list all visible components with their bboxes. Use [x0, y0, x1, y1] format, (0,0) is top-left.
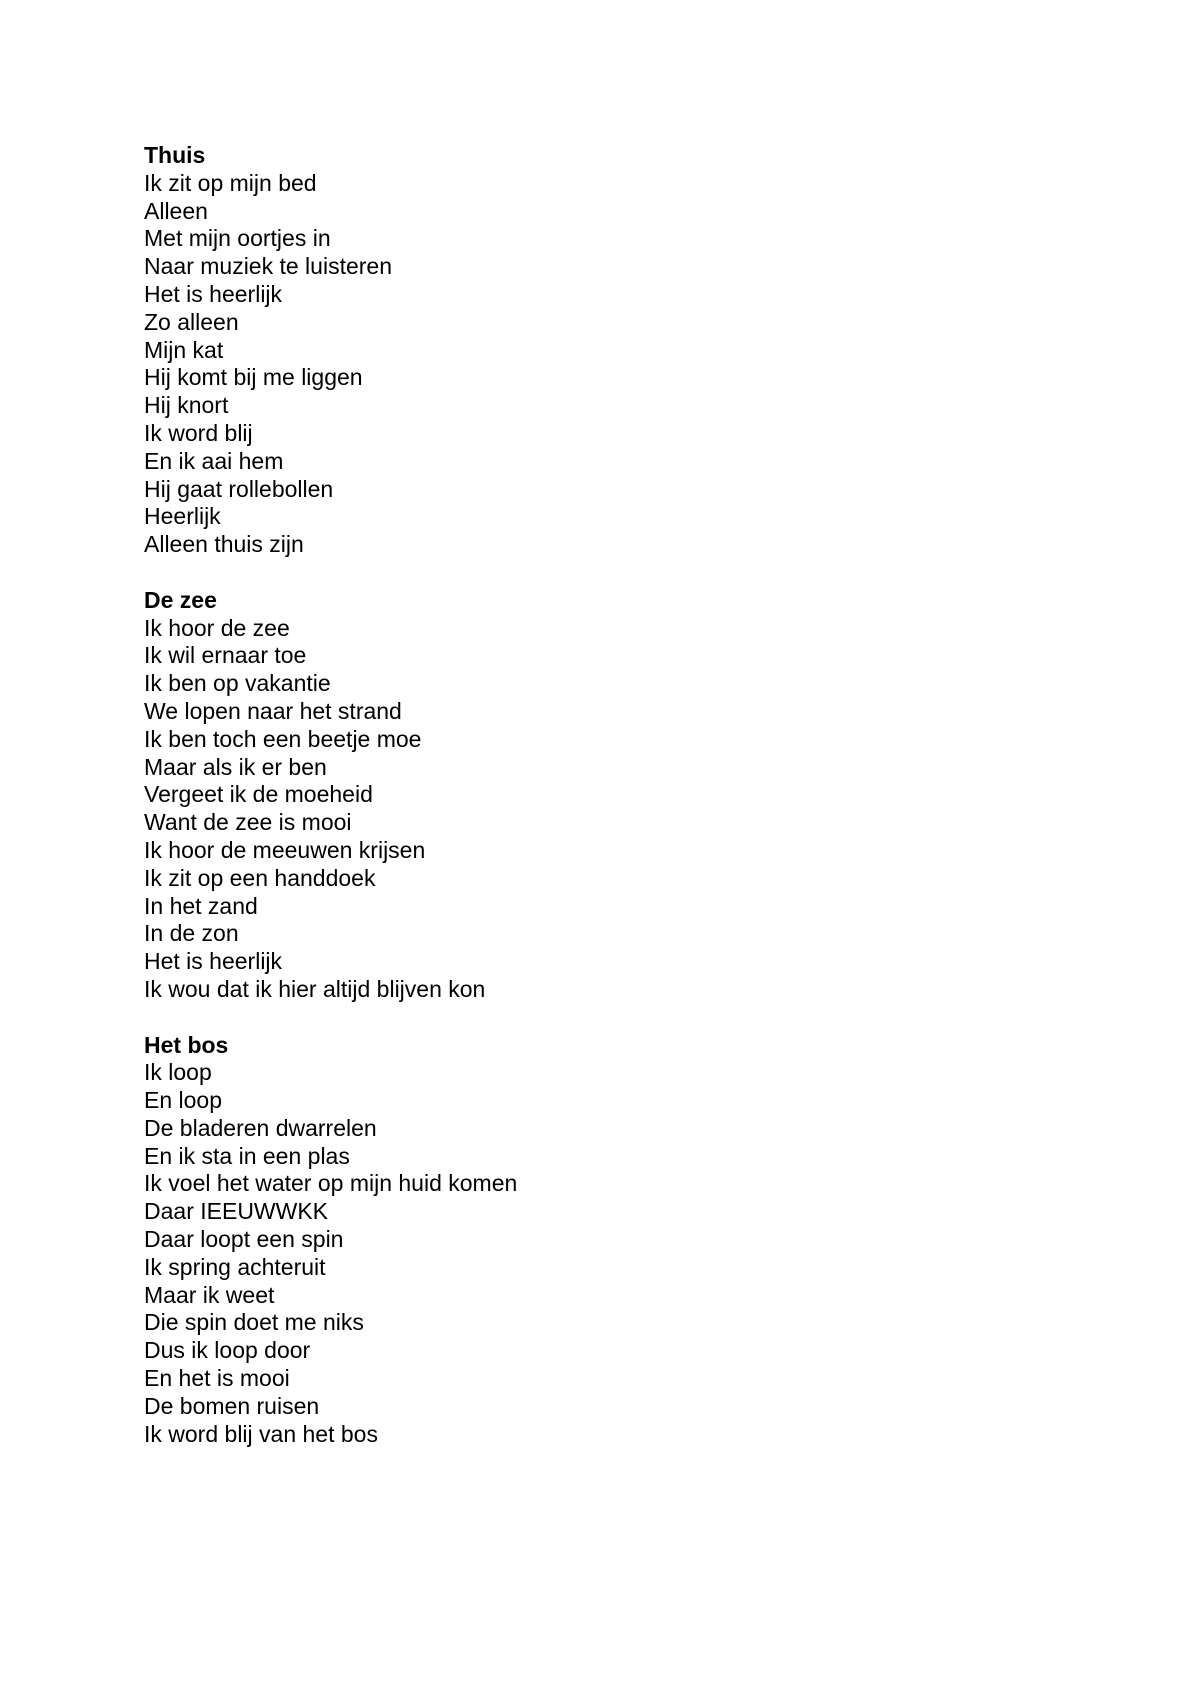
poem-line: Hij knort: [144, 392, 229, 419]
poem-thuis: [144, 142, 1144, 559]
poem-line: In het zand: [144, 892, 258, 919]
poem-line: En loop: [144, 1087, 223, 1114]
poem-line: Want de zee is mooi: [144, 809, 352, 836]
poem-line: We lopen naar het strand: [144, 697, 402, 724]
poem-title: De zee: [144, 586, 217, 613]
poem-title: Het bos: [144, 1031, 229, 1058]
poem-line: En het is mooi: [144, 1365, 290, 1392]
poem-line: Ik wil ernaar toe: [144, 642, 307, 669]
poem-line: Ik voel het water op mijn huid komen: [144, 1170, 518, 1197]
poem-line: Hij gaat rollebollen: [144, 475, 334, 502]
poem-line: Ik hoor de meeuwen krijsen: [144, 836, 426, 863]
poem-line: Hij komt bij me liggen: [144, 364, 363, 391]
poem-line: Mijn kat: [144, 336, 224, 363]
poem-line: Alleen thuis zijn: [144, 531, 304, 558]
poem-line: Ik hoor de zee: [144, 614, 290, 641]
poem-line: Ik word blij van het bos: [144, 1420, 378, 1447]
poem-line: Vergeet ik de moeheid: [144, 781, 373, 808]
poem-line: En ik sta in een plas: [144, 1142, 350, 1169]
poem-line: Die spin doet me niks: [144, 1309, 364, 1336]
poem-line: Dus ik loop door: [144, 1337, 311, 1364]
poem-line: Ik zit op mijn bed: [144, 169, 317, 196]
poem-line: De bomen ruisen: [144, 1392, 320, 1419]
poem-title: Thuis: [144, 142, 206, 168]
poem-line: Daar loopt een spin: [144, 1226, 344, 1253]
poem-line: Maar ik weet: [144, 1281, 275, 1308]
poem-line: Heerlijk: [144, 503, 221, 530]
poem-line: In de zon: [144, 920, 239, 947]
poem-line: Ik wou dat ik hier altijd blijven kon: [144, 975, 486, 1002]
poem-line: Maar als ik er ben: [144, 753, 327, 780]
poem-line: En ik aai hem: [144, 447, 284, 474]
poem-line: Ik zit op een handdoek: [144, 864, 376, 891]
poem-line: Ik ben toch een beetje moe: [144, 725, 422, 752]
poem-line: Ik ben op vakantie: [144, 670, 331, 697]
poem-line: Met mijn oortjes in: [144, 225, 331, 252]
poem-line: Ik word blij: [144, 419, 253, 446]
poem-line: Alleen: [144, 197, 208, 224]
poem-line: Naar muziek te luisteren: [144, 253, 392, 280]
poem-line: Ik spring achteruit: [144, 1253, 326, 1280]
poem-line: Het is heerlijk: [144, 948, 283, 975]
poem-het-bos: [144, 1032, 1144, 1449]
poem-de-zee: [144, 587, 1144, 1004]
poem-line: Ik loop: [144, 1059, 212, 1086]
document-page: [144, 142, 1144, 1476]
poem-line: Het is heerlijk: [144, 280, 283, 307]
poem-line: Daar IEEUWWKK: [144, 1198, 329, 1225]
poem-line: Zo alleen: [144, 308, 239, 335]
poem-line: De bladeren dwarrelen: [144, 1114, 377, 1141]
